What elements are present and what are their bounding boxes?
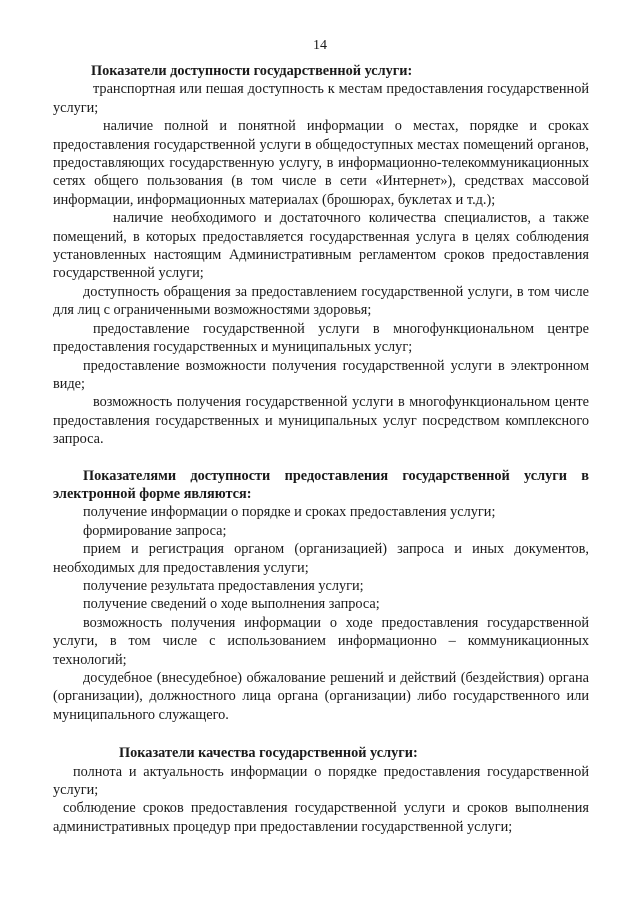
section-heading-accessibility: Показатели доступности государственной услуги:	[91, 63, 413, 79]
list-item: получение результата предоставления услуги;	[83, 577, 364, 594]
list-item: получение сведений о ходе выполнения запроса;	[83, 596, 380, 613]
section-heading-electronic-accessibility: Показателями доступности предоставления государственной услуги в электронной форме являются:	[53, 467, 589, 502]
list-item: полнота и актуальность информации о порядке предоставления государственной услуги;	[53, 763, 589, 799]
list-item: доступность обращения за предоставлением государственной услуги, в том числе для лиц с ограниченными возможностями здоровья;	[53, 283, 589, 319]
list-item: транспортная или пешая доступность к местам предоставления государственной услуги;	[53, 81, 589, 116]
document-body	[53, 62, 589, 836]
list-item: возможность получения информации о ходе предоставления государственной услуги, в том числе с использованием информационно – коммуникационных технологий;	[53, 614, 589, 668]
list-item: соблюдение сроков предоставления государственной услуги и сроков выполнения административных процедур при предоставлении государственной услуги;	[53, 800, 589, 835]
list-item: прием и регистрация органом (организацией) запроса и иных документов, необходимых для предоставления услуги;	[53, 541, 589, 576]
page-number: 14	[313, 38, 327, 53]
section-heading-quality: Показатели качества государственной услуги:	[119, 745, 418, 762]
list-item: наличие необходимого и достаточного количества специалистов, а также помещений, в которых предоставляется государственная услуга в целях соблюдения установленных настоящим Административным регламентом сроков предоставления государственной услуги;	[53, 210, 589, 282]
list-item: предоставление возможности получения государственной услуги в электронном виде;	[53, 357, 589, 392]
list-item: предоставление государственной услуги в многофункциональном центре предоставления государственных и муниципальных услуг;	[53, 320, 589, 356]
list-item: досудебное (внесудебное) обжалование решений и действий (бездействия) органа (организации), должностного лица органа (организации) либо государственного или муниципального служащего.	[53, 670, 589, 723]
list-item: возможность получения государственной услуги в многофункциональном центе предоставления государственных и муниципальных услуг посредством комплексного запроса.	[53, 394, 589, 448]
list-item: формирование запроса;	[83, 522, 227, 539]
list-item: наличие полной и понятной информации о местах, порядке и сроках предоставления государственной услуги в общедоступных местах помещений органов, предоставляющих государственную услугу, в информационно-телекоммуникационных сетях общего пользования (в том числе в сети «Интернет»), средствах массовой информации, информационных материалах (брошюрах, буклетах и т.д.);	[53, 118, 589, 208]
list-item: получение информации о порядке и сроках предоставления услуги;	[83, 504, 496, 521]
